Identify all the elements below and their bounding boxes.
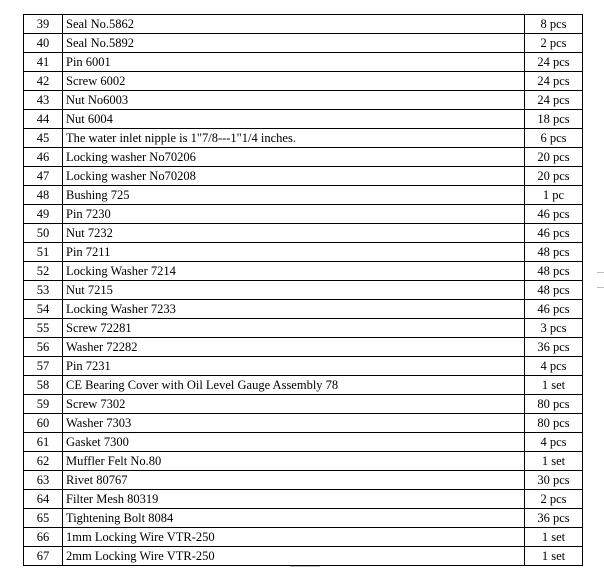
- row-number-cell: 62: [24, 452, 63, 471]
- quantity-cell: 8 pcs: [525, 15, 583, 34]
- page-edge-mark: [597, 287, 604, 288]
- quantity-cell: 46 pcs: [525, 224, 583, 243]
- quantity-cell: 80 pcs: [525, 414, 583, 433]
- table-row: [24, 528, 583, 547]
- quantity-cell: 1 set: [525, 528, 583, 547]
- row-number-cell: 55: [24, 319, 63, 338]
- row-number-cell: 46: [24, 148, 63, 167]
- quantity-cell: 24 pcs: [525, 91, 583, 110]
- table-row: [24, 319, 583, 338]
- item-name-cell: The water inlet nipple is 1"7/8---1"1/4 inches.: [63, 129, 525, 148]
- table-row: [24, 186, 583, 205]
- item-name-cell: Screw 6002: [63, 72, 525, 91]
- table-row: [24, 129, 583, 148]
- table-row: [24, 471, 583, 490]
- item-name-cell: Muffler Felt No.80: [63, 452, 525, 471]
- page-edge-mark: [597, 272, 604, 273]
- row-number-cell: 41: [24, 53, 63, 72]
- item-name-cell: Nut 7215: [63, 281, 525, 300]
- table-row: [24, 53, 583, 72]
- table-row: [24, 509, 583, 528]
- quantity-cell: 46 pcs: [525, 300, 583, 319]
- table-row: [24, 205, 583, 224]
- item-name-cell: Screw 72281: [63, 319, 525, 338]
- quantity-cell: 1 set: [525, 452, 583, 471]
- item-name-cell: Gasket 7300: [63, 433, 525, 452]
- quantity-cell: 48 pcs: [525, 243, 583, 262]
- table-row: [24, 167, 583, 186]
- quantity-cell: 18 pcs: [525, 110, 583, 129]
- quantity-cell: 46 pcs: [525, 205, 583, 224]
- row-number-cell: 52: [24, 262, 63, 281]
- row-number-cell: 47: [24, 167, 63, 186]
- item-name-cell: Nut 6004: [63, 110, 525, 129]
- table-row: [24, 433, 583, 452]
- row-number-cell: 64: [24, 490, 63, 509]
- quantity-cell: 36 pcs: [525, 338, 583, 357]
- row-number-cell: 60: [24, 414, 63, 433]
- row-number-cell: 67: [24, 547, 63, 566]
- table-row: [24, 148, 583, 167]
- item-name-cell: Locking Washer 7214: [63, 262, 525, 281]
- row-number-cell: 65: [24, 509, 63, 528]
- item-name-cell: Seal No.5862: [63, 15, 525, 34]
- item-name-cell: Filter Mesh 80319: [63, 490, 525, 509]
- item-name-cell: CE Bearing Cover with Oil Level Gauge Assembly 78: [63, 376, 525, 395]
- page-edge-mark: [290, 566, 320, 567]
- table-row: [24, 452, 583, 471]
- item-name-cell: Pin 6001: [63, 53, 525, 72]
- item-name-cell: Pin 7211: [63, 243, 525, 262]
- row-number-cell: 48: [24, 186, 63, 205]
- parts-table-body: [24, 15, 583, 566]
- table-row: [24, 414, 583, 433]
- row-number-cell: 53: [24, 281, 63, 300]
- table-row: [24, 547, 583, 566]
- quantity-cell: 1 set: [525, 376, 583, 395]
- table-row: [24, 490, 583, 509]
- row-number-cell: 42: [24, 72, 63, 91]
- table-row: [24, 91, 583, 110]
- parts-table: [23, 14, 583, 566]
- row-number-cell: 45: [24, 129, 63, 148]
- quantity-cell: 48 pcs: [525, 262, 583, 281]
- table-row: [24, 262, 583, 281]
- item-name-cell: 1mm Locking Wire VTR-250: [63, 528, 525, 547]
- quantity-cell: 2 pcs: [525, 34, 583, 53]
- item-name-cell: Washer 7303: [63, 414, 525, 433]
- table-row: [24, 15, 583, 34]
- quantity-cell: 20 pcs: [525, 148, 583, 167]
- item-name-cell: Screw 7302: [63, 395, 525, 414]
- row-number-cell: 63: [24, 471, 63, 490]
- row-number-cell: 59: [24, 395, 63, 414]
- table-row: [24, 72, 583, 91]
- row-number-cell: 43: [24, 91, 63, 110]
- table-row: [24, 243, 583, 262]
- table-row: [24, 281, 583, 300]
- item-name-cell: Rivet 80767: [63, 471, 525, 490]
- table-row: [24, 224, 583, 243]
- table-row: [24, 338, 583, 357]
- item-name-cell: 2mm Locking Wire VTR-250: [63, 547, 525, 566]
- quantity-cell: 3 pcs: [525, 319, 583, 338]
- quantity-cell: 48 pcs: [525, 281, 583, 300]
- item-name-cell: Pin 7230: [63, 205, 525, 224]
- quantity-cell: 20 pcs: [525, 167, 583, 186]
- quantity-cell: 1 pc: [525, 186, 583, 205]
- item-name-cell: Locking washer No70208: [63, 167, 525, 186]
- item-name-cell: Locking washer No70206: [63, 148, 525, 167]
- item-name-cell: Nut No6003: [63, 91, 525, 110]
- table-row: [24, 395, 583, 414]
- quantity-cell: 24 pcs: [525, 72, 583, 91]
- row-number-cell: 54: [24, 300, 63, 319]
- row-number-cell: 49: [24, 205, 63, 224]
- item-name-cell: Seal No.5892: [63, 34, 525, 53]
- table-row: [24, 300, 583, 319]
- item-name-cell: Pin 7231: [63, 357, 525, 376]
- row-number-cell: 56: [24, 338, 63, 357]
- item-name-cell: Nut 7232: [63, 224, 525, 243]
- quantity-cell: 80 pcs: [525, 395, 583, 414]
- item-name-cell: Washer 72282: [63, 338, 525, 357]
- quantity-cell: 4 pcs: [525, 357, 583, 376]
- table-row: [24, 376, 583, 395]
- item-name-cell: Locking Washer 7233: [63, 300, 525, 319]
- quantity-cell: 2 pcs: [525, 490, 583, 509]
- row-number-cell: 40: [24, 34, 63, 53]
- row-number-cell: 57: [24, 357, 63, 376]
- row-number-cell: 50: [24, 224, 63, 243]
- row-number-cell: 44: [24, 110, 63, 129]
- quantity-cell: 36 pcs: [525, 509, 583, 528]
- item-name-cell: Bushing 725: [63, 186, 525, 205]
- row-number-cell: 51: [24, 243, 63, 262]
- quantity-cell: 4 pcs: [525, 433, 583, 452]
- quantity-cell: 6 pcs: [525, 129, 583, 148]
- item-name-cell: Tightening Bolt 8084: [63, 509, 525, 528]
- row-number-cell: 58: [24, 376, 63, 395]
- table-row: [24, 357, 583, 376]
- row-number-cell: 66: [24, 528, 63, 547]
- table-row: [24, 110, 583, 129]
- row-number-cell: 61: [24, 433, 63, 452]
- table-row: [24, 34, 583, 53]
- quantity-cell: 30 pcs: [525, 471, 583, 490]
- quantity-cell: 24 pcs: [525, 53, 583, 72]
- row-number-cell: 39: [24, 15, 63, 34]
- quantity-cell: 1 set: [525, 547, 583, 566]
